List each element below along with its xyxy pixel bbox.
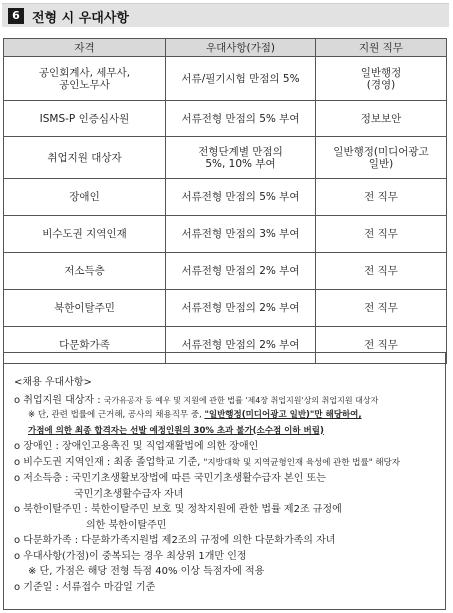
bonus-cell: 전형단계별 만점의 5%, 10% 부여 xyxy=(166,137,316,179)
note-regional xyxy=(14,455,439,472)
note-basedate: o 기준일 : 서류접수 마감일 기준 xyxy=(14,581,156,593)
note-veteran-detail: 국가유공자 등 예우 및 지원에 관한 법률 '제4장 취업지원'상의 취업지원 대상자 xyxy=(103,395,379,405)
column-header-qualification: 자격 xyxy=(4,39,166,57)
qualification-cell: 장애인 xyxy=(4,179,166,216)
column-header-duty: 지원 직무 xyxy=(316,39,447,57)
qualification-cell: 비수도권 지역인재 xyxy=(4,216,166,253)
note-veteran-label: o 취업지원 대상자 : xyxy=(14,394,104,406)
bonus-cell: 서류전형 만점의 2% 부여 xyxy=(166,253,316,290)
qualification-cell: 북한이탈주민 xyxy=(4,290,166,327)
duty-cell: 일반행정(미디어광고 일반) xyxy=(316,137,447,179)
note-defector: o 북한이탈주민 : 북한이탈주민 보호 및 정착지원에 관한 법률 제2조 규정에 xyxy=(14,504,342,515)
note-veteran-sub1-text: ※ 단, 관련 법률에 근거해, 공사의 채용직무 중, xyxy=(28,410,205,420)
duty-cell: 전 직무 xyxy=(316,179,447,216)
duty-cell: 일반행정 (경영) xyxy=(316,57,447,101)
table-row xyxy=(4,253,447,290)
table-row xyxy=(4,216,447,253)
note-veteran xyxy=(14,393,439,409)
bonus-cell: 서류전형 만점의 2% 부여 xyxy=(166,327,316,364)
note-veteran-sub1-emphasis: "일반행정(미디어광고 일반)"만 해당하여, xyxy=(204,410,362,420)
table-row xyxy=(4,137,447,179)
note-regional-label: o 비수도권 지역인재 : 최종 졸업학교 기준, xyxy=(14,456,204,468)
duty-cell: 전 직무 xyxy=(316,216,447,253)
bonus-cell: 서류전형 만점의 5% 부여 xyxy=(166,101,316,137)
note-lowincome-cont: 국민기초생활수급자 자녀 xyxy=(74,488,184,500)
qualification-cell: 저소득층 xyxy=(4,253,166,290)
duty-cell: 정보보안 xyxy=(316,101,447,137)
duty-cell: 전 직무 xyxy=(316,290,447,327)
section-title: 전형 시 우대사항 xyxy=(32,11,129,26)
note-regional-detail: "지방대학 및 지역균형인재 육성에 관한 법률" 해당자 xyxy=(203,457,400,468)
note-multicultural: o 다문화가족 : 다문화가족지원법 제2조의 규정에 의한 다문화가족의 자녀 xyxy=(14,535,336,546)
notes-heading: <채용 우대사항> xyxy=(14,377,92,388)
note-disabled: o 장애인 : 장애인고용촉진 및 직업재활법에 의한 장애인 xyxy=(14,441,259,452)
qualification-cell: 다문화가족 xyxy=(4,327,166,364)
qualification-cell: 취업지원 대상자 xyxy=(4,137,166,179)
bonus-cell: 서류전형 만점의 5% 부여 xyxy=(166,179,316,216)
column-header-bonus: 우대사항(가점) xyxy=(166,39,316,57)
table-row xyxy=(4,290,447,327)
duty-cell: 전 직무 xyxy=(316,327,447,364)
note-lowincome: o 저소득층 : 국민기초생활보장법에 따른 국민기초생활수급자 본인 또는 xyxy=(14,473,326,484)
qualification-cell: 공인회계사, 세무사, 공인노무사 xyxy=(4,57,166,101)
preference-table xyxy=(3,38,447,364)
note-defector-cont: 의한 북한이탈주민 xyxy=(86,519,167,531)
table-row xyxy=(4,101,447,137)
qualification-cell: ISMS-P 인증심사원 xyxy=(4,101,166,137)
note-duplicate: o 우대사항(가점)이 중복되는 경우 최상위 1개만 인정 xyxy=(14,550,247,562)
section-header xyxy=(2,3,449,27)
note-veteran-sub1 xyxy=(14,408,439,424)
bonus-cell: 서류/필기시험 만점의 5% xyxy=(166,57,316,101)
bonus-cell: 서류전형 만점의 2% 부여 xyxy=(166,290,316,327)
notes-box xyxy=(3,352,446,610)
section-number: 6 xyxy=(8,8,24,24)
note-duplicate-sub: ※ 단, 가점은 해당 전형 득점 40% 이상 득점자에 적용 xyxy=(28,566,265,577)
duty-cell: 전 직무 xyxy=(316,253,447,290)
note-veteran-sub2: 가점에 의한 최종 합격자는 선발 예정인원의 30% 초과 불가(소수점 이하 버림) xyxy=(28,425,324,436)
bonus-cell: 서류전형 만점의 3% 부여 xyxy=(166,216,316,253)
table-header-row xyxy=(4,39,447,57)
table-row xyxy=(4,57,447,101)
table-row xyxy=(4,179,447,216)
